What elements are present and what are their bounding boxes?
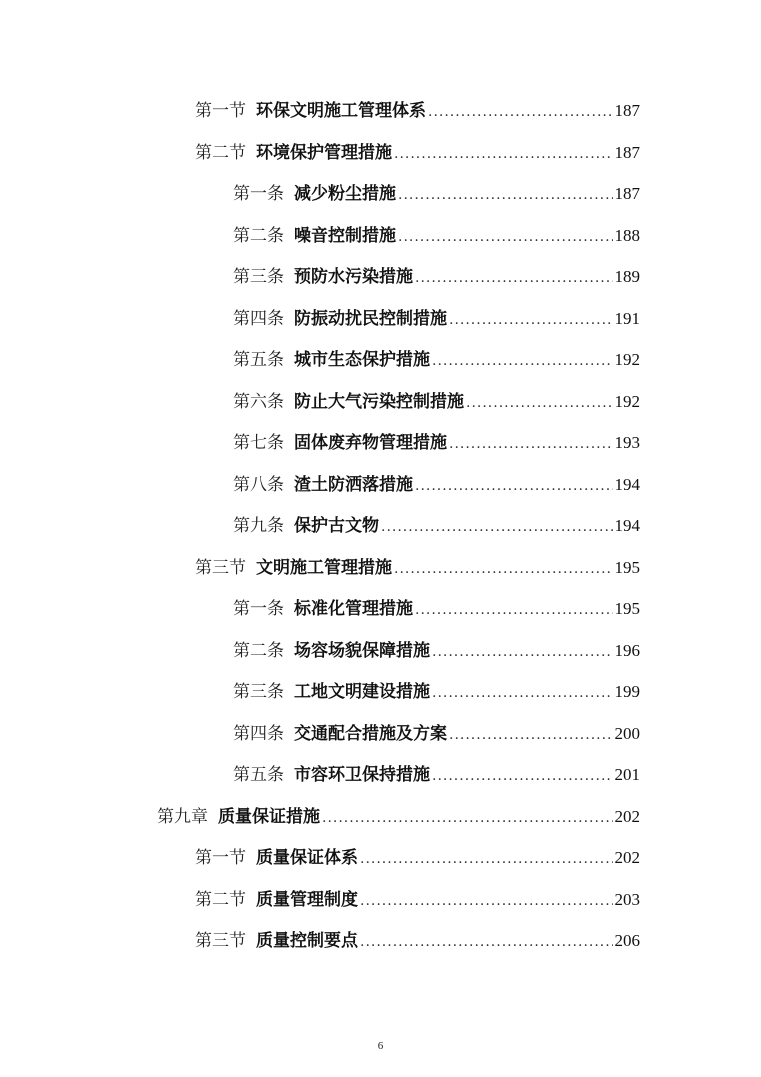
toc-entry[interactable] — [0, 88, 761, 130]
toc-entry[interactable] — [0, 918, 761, 960]
toc-entry-page: 195 — [614, 557, 640, 577]
toc-leader-dots — [432, 768, 613, 784]
toc-entry-title: 市容环卫保持措施 — [294, 765, 430, 786]
toc-entry-label: 第二条 — [233, 640, 284, 661]
toc-entry-label: 第四条 — [233, 723, 284, 744]
toc-entry-title: 城市生态保护措施 — [294, 350, 430, 371]
toc-entry[interactable] — [0, 835, 761, 877]
toc-entry[interactable] — [0, 545, 761, 587]
toc-leader-dots — [432, 685, 613, 701]
toc-entry-title: 渣土防洒落措施 — [294, 474, 413, 495]
toc-leader-dots — [466, 395, 613, 411]
toc-leader-dots — [449, 312, 613, 328]
toc-entry[interactable] — [0, 171, 761, 213]
toc-entry-page: 199 — [614, 682, 640, 702]
toc-entry[interactable] — [0, 586, 761, 628]
toc-entry-label: 第六条 — [233, 391, 284, 412]
toc-entry-page: 200 — [614, 723, 640, 743]
toc-entry-page: 191 — [614, 308, 640, 328]
toc-entry-label: 第一条 — [233, 184, 284, 205]
toc-leader-dots — [381, 519, 613, 535]
toc-entry[interactable] — [0, 794, 761, 836]
toc-entry-label: 第九章 — [157, 806, 208, 827]
toc-entry-title: 工地文明建设措施 — [294, 682, 430, 703]
toc-leader-dots — [360, 893, 613, 909]
toc-entry[interactable] — [0, 296, 761, 338]
toc-entry[interactable] — [0, 503, 761, 545]
toc-entry-page: 202 — [614, 806, 640, 826]
toc-leader-dots — [415, 602, 613, 618]
toc-entry-page: 189 — [614, 267, 640, 287]
toc-entry-title: 标准化管理措施 — [294, 599, 413, 620]
toc-entry-label: 第三条 — [233, 682, 284, 703]
toc-entry-title: 环保文明施工管理体系 — [256, 101, 426, 122]
toc-entry[interactable] — [0, 628, 761, 670]
toc-leader-dots — [398, 187, 613, 203]
toc-leader-dots — [394, 146, 613, 162]
toc-leader-dots — [432, 353, 613, 369]
toc-leader-dots — [322, 810, 613, 826]
toc-entry-page: 196 — [614, 640, 640, 660]
toc-entry-page: 194 — [614, 516, 640, 536]
toc-leader-dots — [360, 934, 613, 950]
toc-entry-title: 交通配合措施及方案 — [294, 723, 447, 744]
page-number: 6 — [377, 1040, 384, 1052]
toc-entry-title: 质量管理制度 — [256, 889, 358, 910]
toc-entry[interactable] — [0, 337, 761, 379]
toc-entry-label: 第四条 — [233, 308, 284, 329]
toc-leader-dots — [394, 561, 613, 577]
table-of-contents — [0, 88, 761, 960]
toc-entry-page: 203 — [614, 889, 640, 909]
toc-entry-page: 187 — [614, 101, 640, 121]
toc-leader-dots — [398, 229, 613, 245]
toc-entry-title: 噪音控制措施 — [294, 225, 396, 246]
toc-entry[interactable] — [0, 711, 761, 753]
toc-entry-title: 环境保护管理措施 — [256, 142, 392, 163]
toc-entry-page: 192 — [614, 350, 640, 370]
toc-entry[interactable] — [0, 254, 761, 296]
toc-leader-dots — [428, 104, 613, 120]
toc-leader-dots — [415, 478, 613, 494]
toc-entry[interactable] — [0, 462, 761, 504]
toc-entry-page: 187 — [614, 184, 640, 204]
toc-entry-label: 第二条 — [233, 225, 284, 246]
toc-leader-dots — [360, 851, 613, 867]
toc-entry-page: 201 — [614, 765, 640, 785]
toc-entry-label: 第二节 — [195, 142, 246, 163]
toc-entry[interactable] — [0, 752, 761, 794]
toc-entry-label: 第九条 — [233, 516, 284, 537]
toc-entry[interactable] — [0, 877, 761, 919]
toc-entry-page: 187 — [614, 142, 640, 162]
toc-entry[interactable] — [0, 669, 761, 711]
toc-entry-title: 场容场貌保障措施 — [294, 640, 430, 661]
toc-entry-label: 第一条 — [233, 599, 284, 620]
toc-entry[interactable] — [0, 213, 761, 255]
toc-entry-label: 第一节 — [195, 101, 246, 122]
toc-entry[interactable] — [0, 130, 761, 172]
toc-entry-label: 第七条 — [233, 433, 284, 454]
toc-entry-label: 第三条 — [233, 267, 284, 288]
toc-entry-label: 第三节 — [195, 557, 246, 578]
toc-entry-label: 第二节 — [195, 889, 246, 910]
toc-entry[interactable] — [0, 379, 761, 421]
toc-entry-title: 防止大气污染控制措施 — [294, 391, 464, 412]
toc-entry-label: 第五条 — [233, 350, 284, 371]
toc-entry-label: 第五条 — [233, 765, 284, 786]
toc-leader-dots — [432, 644, 613, 660]
toc-entry-page: 194 — [614, 474, 640, 494]
toc-entry-title: 文明施工管理措施 — [256, 557, 392, 578]
toc-entry-page: 206 — [614, 931, 640, 951]
toc-entry-title: 减少粉尘措施 — [294, 184, 396, 205]
toc-entry-label: 第一节 — [195, 848, 246, 869]
toc-entry-title: 防振动扰民控制措施 — [294, 308, 447, 329]
toc-entry-title: 预防水污染措施 — [294, 267, 413, 288]
toc-entry-title: 质量控制要点 — [256, 931, 358, 952]
toc-leader-dots — [449, 436, 613, 452]
toc-entry-label: 第三节 — [195, 931, 246, 952]
toc-entry-page: 188 — [614, 225, 640, 245]
toc-leader-dots — [449, 727, 613, 743]
toc-entry-page: 195 — [614, 599, 640, 619]
toc-entry-title: 质量保证措施 — [218, 806, 320, 827]
toc-leader-dots — [415, 270, 613, 286]
toc-entry-page: 192 — [614, 391, 640, 411]
toc-entry-page: 193 — [614, 433, 640, 453]
toc-entry-title: 保护古文物 — [294, 516, 379, 537]
toc-entry-page: 202 — [614, 848, 640, 868]
toc-entry-title: 固体废弃物管理措施 — [294, 433, 447, 454]
toc-entry-label: 第八条 — [233, 474, 284, 495]
toc-entry[interactable] — [0, 420, 761, 462]
toc-entry-title: 质量保证体系 — [256, 848, 358, 869]
